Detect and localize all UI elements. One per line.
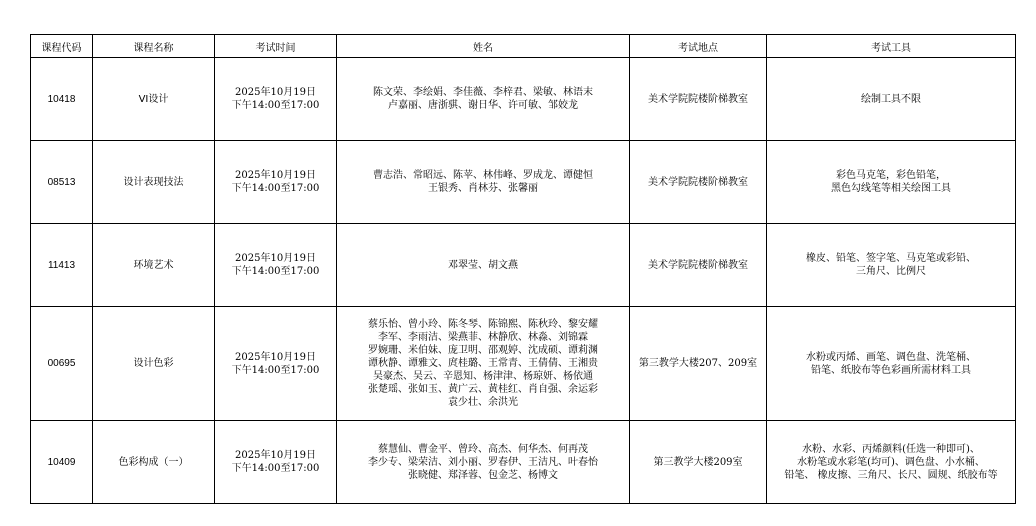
names-line: 李军、李雨洁、梁燕菲、林静欣、林淼、刘锦霖 bbox=[378, 332, 588, 343]
exam-tools-cell bbox=[767, 141, 1016, 224]
names-line: 李少专、梁荣洁、刘小丽、罗春伊、王洁凡、叶春怡 bbox=[368, 456, 598, 468]
tools-line: 水粉、水彩、丙烯颜料(任选一种即可)、 bbox=[802, 443, 980, 455]
course-name-cell: 设计色彩 bbox=[93, 307, 215, 421]
exam-location-cell: 第三教学大楼207、209室 bbox=[630, 307, 767, 421]
exam-location-cell: 美术学院院楼阶梯教室 bbox=[630, 58, 767, 141]
names-line: 蔡乐怡、曾小玲、陈冬琴、陈锦熙、陈秋玲、黎安耀 bbox=[368, 319, 598, 330]
names-cell bbox=[337, 224, 630, 307]
header-row bbox=[31, 35, 1016, 58]
exam-hours: 下午14:00至17:00 bbox=[231, 183, 320, 194]
names-cell bbox=[337, 58, 630, 141]
header-exam-location: 考试地点 bbox=[630, 35, 767, 58]
header-course-code: 课程代码 bbox=[31, 35, 93, 58]
exam-location-cell: 第三教学大楼209室 bbox=[630, 421, 767, 504]
tools-line: 黑色勾线笔等相关绘图工具 bbox=[831, 183, 951, 194]
table-row bbox=[31, 224, 1016, 307]
exam-date: 2025年10月19日 bbox=[235, 87, 316, 98]
exam-time-cell bbox=[215, 224, 337, 307]
header-names: 姓名 bbox=[337, 35, 630, 58]
exam-hours: 下午14:00至17:00 bbox=[231, 266, 320, 277]
exam-date: 2025年10月19日 bbox=[235, 170, 316, 181]
names-cell bbox=[337, 307, 630, 421]
names-line: 王银秀、肖林芬、张馨丽 bbox=[428, 183, 538, 194]
exam-location-cell: 美术学院院楼阶梯教室 bbox=[630, 141, 767, 224]
course-code-cell: 10418 bbox=[31, 58, 93, 141]
exam-hours: 下午14:00至17:00 bbox=[231, 364, 320, 376]
exam-date: 2025年10月19日 bbox=[235, 351, 316, 363]
tools-line: 水粉或丙烯、画笔、调色盘、洗笔桶、 bbox=[806, 351, 976, 363]
names-line: 曹志浩、常昭远、陈苹、林伟峰、罗成龙、谭健恒 bbox=[373, 170, 593, 181]
names-cell bbox=[337, 421, 630, 504]
names-line: 罗婉珊、米伯妹、庞卫明、邵观婷、沈成硕、谭莉渊 bbox=[368, 345, 598, 356]
names-line: 卢嘉丽、唐浙骐、谢日华、许可敏、邹姣龙 bbox=[388, 100, 578, 111]
table-row bbox=[31, 421, 1016, 504]
exam-time-cell bbox=[215, 421, 337, 504]
exam-tools-cell bbox=[767, 421, 1016, 504]
exam-tools-cell bbox=[767, 224, 1016, 307]
names-cell bbox=[337, 141, 630, 224]
names-line: 袁少壮、余洪光 bbox=[448, 397, 518, 408]
exam-time-cell bbox=[215, 307, 337, 421]
course-name-cell: VI设计 bbox=[93, 58, 215, 141]
tools-line: 彩色马克笔，彩色铅笔， bbox=[836, 170, 946, 181]
exam-date: 2025年10月19日 bbox=[235, 253, 316, 264]
course-code-cell: 08513 bbox=[31, 141, 93, 224]
exam-tools-cell bbox=[767, 58, 1016, 141]
exam-time-cell bbox=[215, 141, 337, 224]
names-line: 谭秋静、谭雅文、庹桂璐、王常青、王倩倩、王湘贵 bbox=[368, 358, 598, 369]
header-exam-time: 考试时间 bbox=[215, 35, 337, 58]
header-course-name: 课程名称 bbox=[93, 35, 215, 58]
names-line: 吴豪杰、吴云、辛恩知、杨津津、杨琼妍、杨依通 bbox=[373, 371, 593, 382]
course-name-cell: 色彩构成（一） bbox=[93, 421, 215, 504]
exam-schedule-table bbox=[30, 34, 1016, 504]
exam-hours: 下午14:00至17:00 bbox=[231, 463, 320, 474]
table-row bbox=[31, 307, 1016, 421]
exam-date: 2025年10月19日 bbox=[235, 450, 316, 461]
exam-hours: 下午14:00至17:00 bbox=[231, 100, 320, 111]
exam-tools-cell bbox=[767, 307, 1016, 421]
course-code-cell: 11413 bbox=[31, 224, 93, 307]
tools-line: 水粉笔或水彩笔(均可)、调色盘、小水桶、 bbox=[797, 456, 985, 468]
tools-line: 铅笔、纸胶布等色彩画所需材料工具 bbox=[811, 364, 971, 376]
names-line: 邓翠莹、胡文燕 bbox=[448, 259, 518, 271]
tools-line: 橡皮、铅笔、签字笔、马克笔或彩铅、 bbox=[806, 253, 976, 264]
course-name-cell: 环境艺术 bbox=[93, 224, 215, 307]
table-row bbox=[31, 58, 1016, 141]
names-line: 张楚瑶、张如玉、黄广云、黄桂红、肖自强、余运彩 bbox=[368, 384, 598, 395]
course-name-cell: 设计表现技法 bbox=[93, 141, 215, 224]
names-line: 张晓健、郑泽蓉、包金芝、杨博文 bbox=[408, 469, 558, 481]
table-row bbox=[31, 141, 1016, 224]
tools-line: 三角尺、比例尺 bbox=[856, 266, 926, 277]
header-exam-tools: 考试工具 bbox=[767, 35, 1016, 58]
names-line: 陈文荣、李绘娟、李佳薇、李梓君、梁敏、林语末 bbox=[373, 87, 593, 98]
tools-line: 绘制工具不限 bbox=[861, 93, 921, 105]
exam-time-cell bbox=[215, 58, 337, 141]
tools-line: 铅笔、 橡皮擦、三角尺、长尺、圆规、纸胶布等 bbox=[784, 469, 998, 481]
names-line: 蔡慧仙、曹金平、曾玲、高杰、何华杰、何再茂 bbox=[378, 443, 588, 455]
course-code-cell: 10409 bbox=[31, 421, 93, 504]
course-code-cell: 00695 bbox=[31, 307, 93, 421]
exam-location-cell: 美术学院院楼阶梯教室 bbox=[630, 224, 767, 307]
